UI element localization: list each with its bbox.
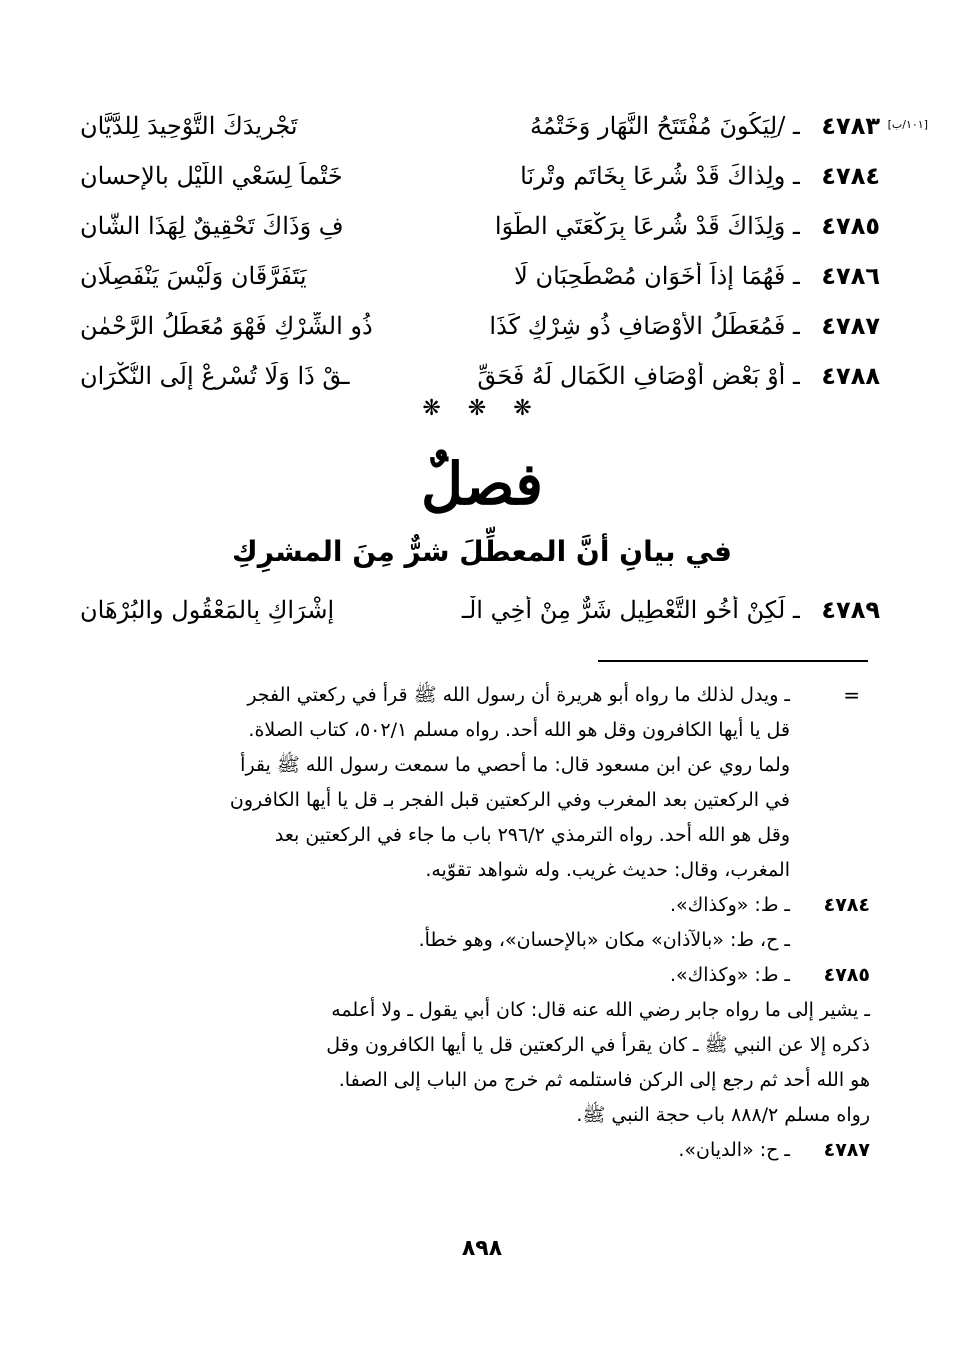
- footnote-line: [90, 993, 870, 1028]
- verse-first-hemistich: ـ ولِذاكَ قَدْ شُرِعَا بِخَاتَمِ وِتْرِنَا: [520, 162, 800, 190]
- section-separator: ❋ ❋ ❋: [422, 396, 542, 421]
- footnote-text: هو الله أحد ثم رجع إلى الركن فاستلمه ثم خرج من الباب إلى الصفا.: [338, 1069, 870, 1091]
- verse-first-hemistich: ـ وَلِذَاكَ قَدْ شُرِعَا بِرَكْعَتَيِ الطَّوَا: [494, 212, 800, 240]
- footnote-line: [90, 818, 870, 853]
- footnote-text: ـ ح: «الديان».: [678, 1139, 790, 1161]
- footnote-text: المغرب، وقال: حديث غريب. وله شواهد تقوّيه.: [425, 859, 790, 881]
- footnote-line: [90, 783, 870, 818]
- footnote-text: ولما روي عن ابن مسعود قال: ما أحصي ما سمعت رسول الله ﷺ يقرأ: [240, 754, 790, 776]
- verse-row: [80, 156, 880, 206]
- footnote-text: في الركعتين بعد المغرب وفي الركعتين قبل الفجر بـ قل يا أيها الكافرون: [229, 789, 790, 811]
- verse-number: ٤٧٨٩: [821, 596, 880, 624]
- verse-row: [80, 590, 880, 640]
- verse-number: ٤٧٨٦: [821, 262, 880, 290]
- chapter-title: في بيانِ أنَّ المعطِّلَ شرٌّ مِنَ المشرِكِ: [232, 535, 732, 568]
- verse-row: [80, 206, 880, 256]
- margin-note: [١٠١/ب]: [887, 118, 928, 131]
- verse-second-hemistich: إِشْرَاكِ بِالمَعْقُولِ والبُرْهَانِ: [80, 596, 335, 624]
- verse-number: ٤٧٨٥: [821, 212, 880, 240]
- verse-number: ٤٧٨٨: [821, 362, 880, 390]
- footnote-line: [90, 748, 870, 783]
- verse-number: ٤٧٨٤: [821, 162, 880, 190]
- verse-first-hemistich: ـ أَوْ بَعْضِ أَوْصَافِ الكَمَالِ لَهُ فَحَقِّ: [477, 362, 800, 390]
- footnote-number: ٤٧٨٤: [823, 894, 870, 916]
- verse-first-hemistich: ـ /لِيَكُونَ مُفْتَتَحُ النَّهَارِ وَخَتْمُهُ: [529, 112, 800, 140]
- footnote-text: وقل هو الله أحد. رواه الترمذي ٢٩٦/٢ باب ما جاء في الركعتين بعد: [274, 824, 790, 846]
- footnote-line: [90, 1063, 870, 1098]
- footnotes: [90, 678, 870, 1168]
- section-heading: فصلٌ: [421, 450, 543, 518]
- footnote-text: قل يا أيها الكافرون وقل هو الله أحد. رواه مسلم ٥٠٢/١، كتاب الصلاة.: [248, 719, 790, 741]
- continuation-mark: =: [843, 683, 860, 707]
- footnote-text: ـ ويدل لذلك ما رواه أبو هريرة أن رسول الله ﷺ قرأ في ركعتي الفجر: [247, 684, 790, 706]
- footnote-number: ٤٧٨٥: [823, 964, 870, 986]
- footnote-text: ذكره إلا عن النبي ﷺ ـ كان يقرأ في الركعتين قل يا أيها الكافرون وقل: [326, 1034, 870, 1056]
- verse-row: [80, 256, 880, 306]
- verse-row: [80, 106, 880, 156]
- footnote-line: [90, 1098, 870, 1133]
- verse-second-hemistich: يَتَفَرَّقَانِ وَلَيْسَ يَنْفَصِلَانِ: [80, 262, 307, 290]
- footnote-text: رواه مسلم ٨٨٨/٢ باب حجة النبي ﷺ.: [576, 1104, 870, 1126]
- verse-second-hemistich: ذُو الشِّرْكِ فَهْوَ مُعَطِّلُ الرَّحْمٰنِ: [80, 312, 373, 340]
- footnote-line: [90, 853, 870, 888]
- page-number: ٨٩٨: [461, 1236, 503, 1261]
- footnote-line: [90, 1028, 870, 1063]
- verses-block: [80, 106, 880, 406]
- footnote-line: [90, 923, 870, 958]
- footnote-line: [90, 958, 870, 993]
- verse-first-hemistich: ـ فَمُعَطِّلُ الأَوْصَافِ ذُو شِرْكٍ كَذَا: [489, 312, 800, 340]
- verse-first-hemistich: ـ لَكِنْ أَخُو التَّعْطِيلِ شَرٌّ مِنْ أَخِي الْـ: [461, 596, 800, 624]
- footnote-line: [90, 888, 870, 923]
- verse-number: ٤٧٨٧: [821, 312, 880, 340]
- verse-4789-block: [80, 590, 880, 640]
- verse-second-hemistich: ـقْ ذَا وَلَا تُسْرِعْ إِلَى النُّكْرَانِ: [80, 362, 350, 390]
- footnote-number: ٤٧٨٧: [823, 1139, 870, 1161]
- footnote-text: ـ يشير إلى ما رواه جابر رضي الله عنه قال: كان أبي يقول ـ ولا أعلمه: [331, 999, 870, 1021]
- footnote-text: ـ ط: «وكذاك».: [669, 894, 790, 916]
- verse-first-hemistich: ـ فَهُمَا إِذاً أَخَوَانِ مُصْطَحِبَانِ لَا: [514, 262, 800, 290]
- verse-second-hemistich: خَتْماً لِسَعْيِ اللَّيْلِ بالإحسانِ: [80, 162, 343, 190]
- footnote-text: ـ ط: «وكذاك».: [669, 964, 790, 986]
- footnote-divider: [598, 660, 868, 662]
- footnote-text: ـ ح، ط: «بالآذان» مكان «بالإحسان»، وهو خطأ.: [418, 929, 790, 951]
- verse-second-hemistich: تَجْرِيدَكَ التَّوْحِيدَ لِلدَّيَّانِ: [80, 112, 298, 140]
- verse-second-hemistich: فِ وَذَاكَ تَحْقِيقٌ لِهَذَا الشَّانِ: [80, 212, 344, 240]
- verse-row: [80, 306, 880, 356]
- footnote-line: [90, 678, 870, 713]
- footnote-line: [90, 1133, 870, 1168]
- footnote-line: [90, 713, 870, 748]
- verse-number: ٤٧٨٣: [821, 112, 880, 140]
